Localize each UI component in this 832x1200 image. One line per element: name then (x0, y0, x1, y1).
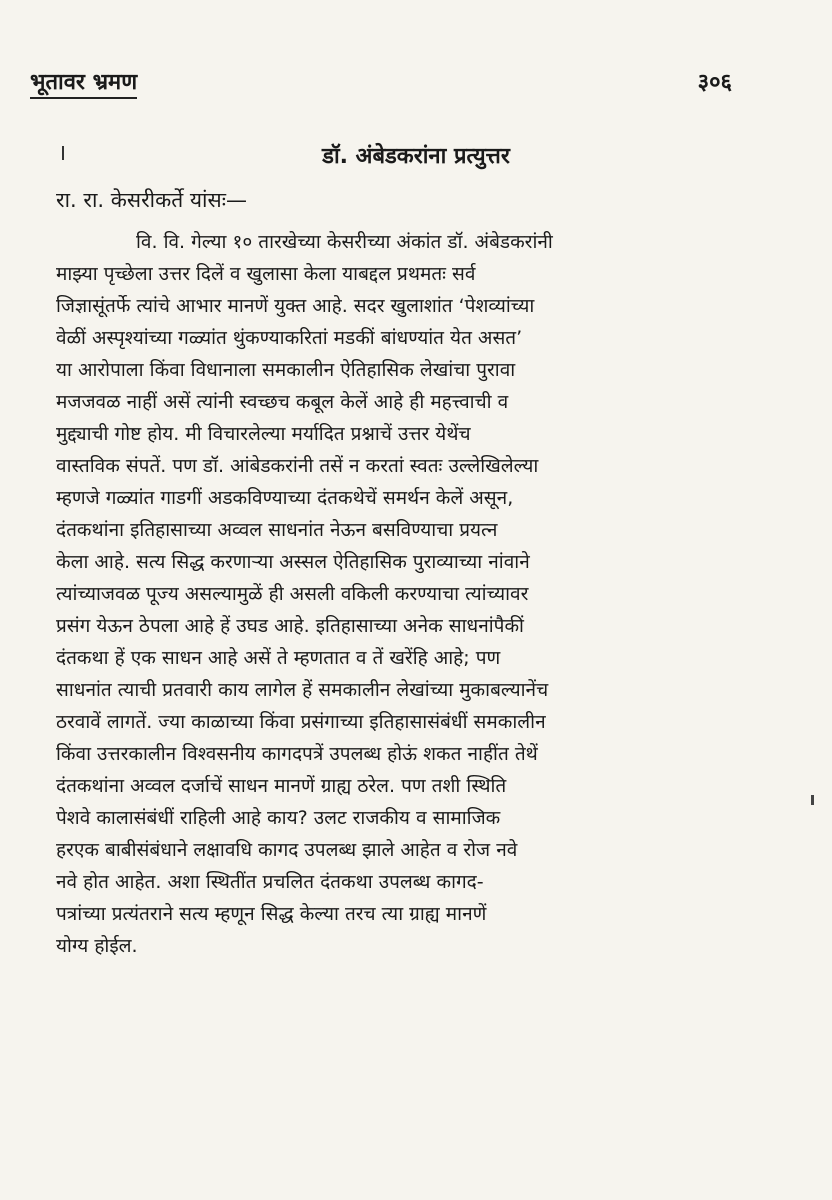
salutation: रा. रा. केसरीकर्ते यांसः— (56, 188, 247, 212)
body-line: दंतकथांना अव्वल दर्जाचें साधन मानणें ग्राह्य ठरेल. पण तशी स्थिति (56, 775, 507, 797)
body-line: पत्रांच्या प्रत्यंतराने सत्य म्हणून सिद्ध केल्या तरच त्या ग्राह्य मानणें (56, 903, 487, 925)
body-line: प्रसंग येऊन ठेपला आहे हें उघड आहे. इतिहासाच्या अनेक साधनांपैकीं (56, 615, 524, 637)
body-line: मजजवळ नाहीं असें त्यांनी स्वच्छच कबूल केलें आहे ही महत्त्वाची व (56, 391, 509, 413)
article-title: डॉ. अंबेडकरांना प्रत्युत्तर (322, 144, 510, 169)
body-line: त्यांच्याजवळ पूज्य असल्यामुळें ही असली वकिली करण्याचा त्यांच्यावर (56, 583, 529, 605)
body-line: वेळीं अस्पृश्यांच्या गळ्यांत थुंकण्याकरितां मडकीं बांधण्यांत येत असत’ (56, 327, 523, 349)
body-line: पेशवे कालासंबंधीं राहिली आहे काय? उलट राजकीय व सामाजिक (56, 807, 501, 829)
body-line: वास्तविक संपतें. पण डॉ. आंबेडकरांनी तसें न करतां स्वतः उल्लेखिलेल्या (56, 455, 539, 477)
page-number: ३०६ (697, 70, 732, 95)
body-line: किंवा उत्तरकालीन विश्वसनीय कागदपत्रें उपलब्ध होऊं शकत नाहींत तेथें (56, 743, 538, 765)
body-line: ठरवावें लागतें. ज्या काळाच्या किंवा प्रसंगाच्या इतिहासासंबंधीं समकालीन (56, 711, 546, 733)
body-line: दंतकथांना इतिहासाच्या अव्वल साधनांत नेऊन बसविण्याचा प्रयत्न (56, 519, 498, 541)
body-line: म्हणजे गळ्यांत गाडगीं अडकविण्याच्या दंतकथेचें समर्थन केलें असून, (56, 487, 514, 509)
body-line: दंतकथा हें एक साधन आहे असें ते म्हणतात व तें खरेंहि आहे; पण (56, 647, 501, 669)
body-line: योग्य होईल. (56, 935, 138, 957)
margin-speck (811, 795, 814, 805)
body-line: या आरोपाला किंवा विधानाला समकालीन ऐतिहासिक लेखांचा पुरावा (56, 359, 516, 381)
body-line: मुद्द्याची गोष्ट होय. मी विचारलेल्या मर्यादित प्रश्नाचें उत्तर येथेंच (56, 423, 471, 445)
body-line: माझ्या पृच्छेला उत्तर दिलें व खुलासा केला याबद्दल प्रथमतः सर्व (56, 263, 476, 285)
body-line: जिज्ञासूंतर्फे त्यांचे आभार मानणें युक्त आहे. सदर खुलाशांत ‘पेशव्यांच्या (56, 295, 535, 317)
body-line: हरएक बाबीसंबंधाने लक्षावधि कागद उपलब्ध झाले आहेत व रोज नवे (56, 839, 518, 861)
body-line: वि. वि. गेल्या १० तारखेच्या केसरीच्या अंकांत डॉ. अंबेडकरांनी (136, 231, 553, 253)
body-line: नवे होत आहेत. अशा स्थितींत प्रचलित दंतकथा उपलब्ध कागद- (56, 871, 484, 893)
running-head: भूतावर भ्रमण (30, 66, 137, 96)
body-text (56, 226, 736, 962)
body-line: केला आहे. सत्य सिद्ध करणाऱ्या अस्सल ऐतिहासिक पुराव्याच्या नांवाने (56, 551, 530, 573)
body-line: साधनांत त्याची प्रतवारी काय लागेल हें समकालीन लेखांच्या मुकाबल्यानेंच (56, 679, 549, 701)
